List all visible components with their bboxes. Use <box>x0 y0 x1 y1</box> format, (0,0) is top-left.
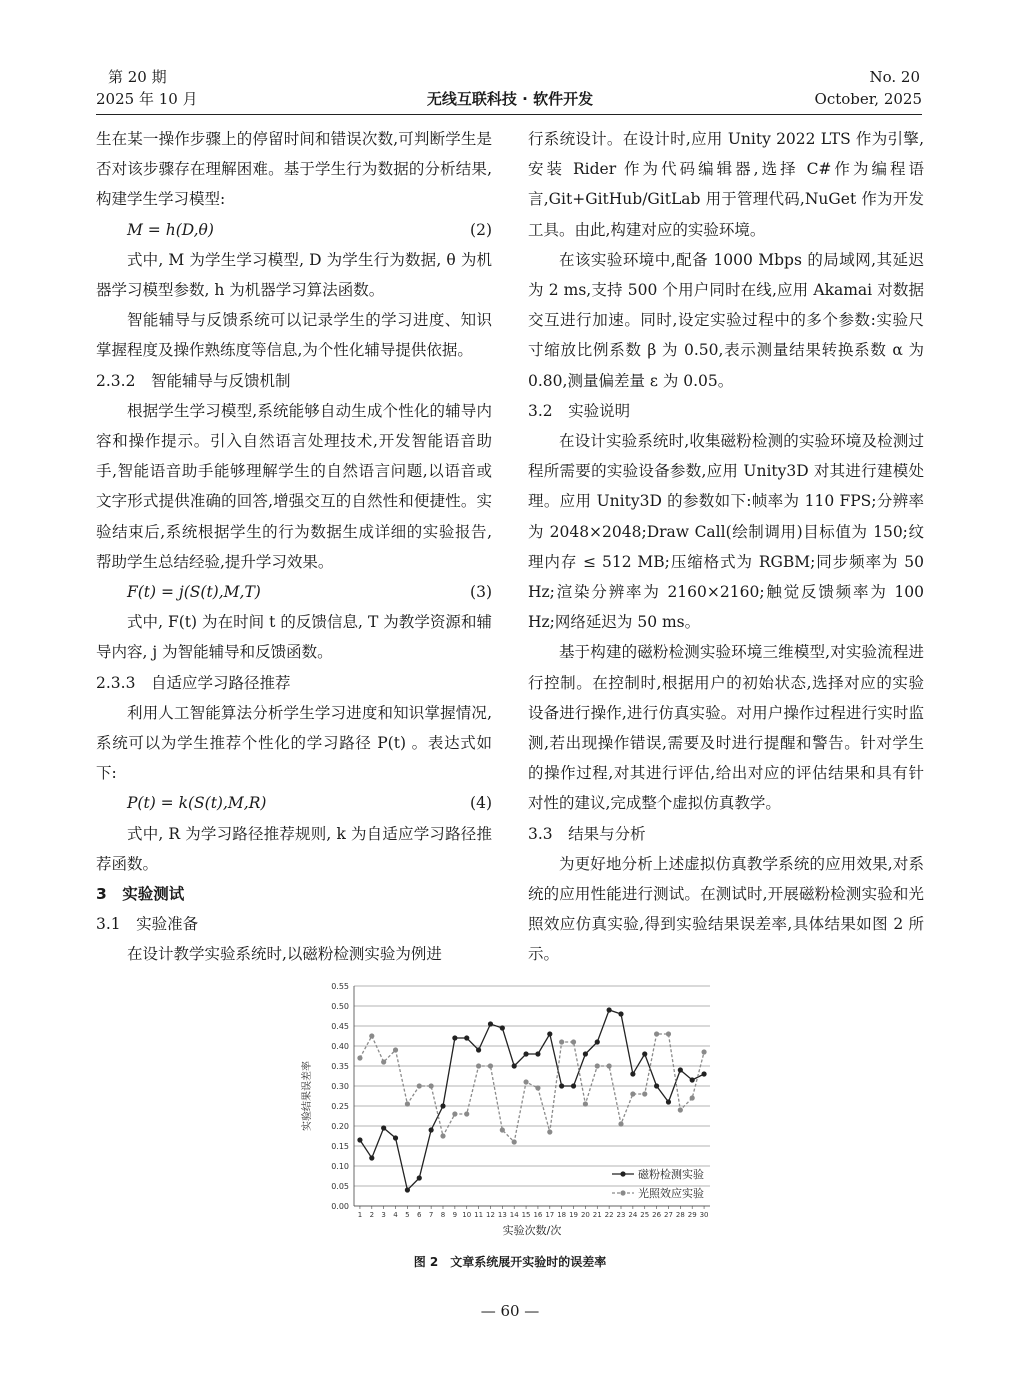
y-tick-label: 0.25 <box>331 1102 349 1111</box>
header-issue-left: 第 20 期 <box>108 68 167 86</box>
data-point-series-2 <box>654 1031 659 1036</box>
data-point-series-1 <box>512 1063 517 1068</box>
y-tick-label: 0.55 <box>331 982 349 991</box>
data-point-series-2 <box>357 1055 362 1060</box>
y-tick-label: 0.20 <box>331 1122 349 1131</box>
x-tick-label: 2 <box>369 1211 375 1219</box>
legend-marker-1 <box>620 1171 625 1176</box>
data-point-series-1 <box>440 1103 445 1108</box>
paragraph: 根据学生学习模型,系统能够自动生成个性化的辅导内容和操作提示。引入自然语言处理技术,开发智能语音助手,智能语音助手能够理解学生的自然语言问题,以语音或文字形式提供准确的回答,增强交互的自然性和便捷性。实验结束后,系统根据学生的行为数据生成详细的实验报告,帮助学生总结经验,提升学习效果。 <box>96 401 492 571</box>
data-point-series-1 <box>429 1127 434 1132</box>
x-tick-label: 10 <box>462 1211 472 1219</box>
paragraph: 生在某一操作步骤上的停留时间和错误次数,可判断学生是否对该步骤存在理解困难。基于学生行为数据的分析结果,构建学生学习模型: <box>96 130 492 209</box>
y-tick-label: 0.15 <box>331 1142 349 1151</box>
data-point-series-2 <box>595 1063 600 1068</box>
header-date-right: October, 2025 <box>814 90 922 108</box>
data-point-series-1 <box>393 1135 398 1140</box>
data-point-series-1 <box>369 1155 374 1160</box>
data-point-series-2 <box>464 1111 469 1116</box>
data-point-series-2 <box>571 1039 576 1044</box>
paragraph: 基于构建的磁粉检测实验环境三维模型,对实验流程进行控制。在控制时,根据用户的初始状态,选择对应的实验设备进行操作,进行仿真实验。对用户操作过程进行实时监测,若出现操作错误,需要及时进行提醒和警告。针对学生的操作过程,对其进行评估,给出对应的评估结果和具有针对性的建议,完成整个虚拟仿真教学。 <box>528 643 924 813</box>
x-tick-label: 30 <box>699 1211 709 1219</box>
data-point-series-1 <box>500 1025 505 1030</box>
data-point-series-1 <box>642 1051 647 1056</box>
data-point-series-2 <box>690 1095 695 1100</box>
equation-4: P(t) = k(S(t),M,R) (4) <box>127 794 492 813</box>
data-point-series-2 <box>607 1063 612 1068</box>
section-heading-3-2: 3.2 实验说明 <box>528 401 631 420</box>
data-point-series-1 <box>701 1071 706 1076</box>
x-tick-label: 13 <box>497 1211 507 1219</box>
paragraph: 利用人工智能算法分析学生学习进度和知识掌握情况,系统可以为学生推荐个性化的学习路径 P(t) 。表达式如下: <box>96 703 492 783</box>
x-tick-label: 9 <box>452 1211 458 1219</box>
x-tick-label: 22 <box>604 1211 614 1219</box>
y-tick-label: 0.05 <box>331 1182 349 1191</box>
figure-caption: 图 2 文章系统展开实验时的误差率 <box>413 1255 607 1269</box>
y-tick-label: 0.45 <box>331 1022 349 1031</box>
data-point-series-1 <box>405 1187 410 1192</box>
data-point-series-2 <box>500 1127 505 1132</box>
section-heading-2-3-3: 2.3.3 自适应学习路径推荐 <box>96 673 291 692</box>
legend-label-1: 磁粉检测实验 <box>638 1168 704 1181</box>
data-point-series-1 <box>607 1007 612 1012</box>
x-tick-label: 16 <box>533 1211 543 1219</box>
data-point-series-2 <box>476 1063 481 1068</box>
data-point-series-2 <box>440 1133 445 1138</box>
data-point-series-1 <box>452 1035 457 1040</box>
x-tick-label: 17 <box>545 1211 555 1219</box>
x-tick-label: 3 <box>381 1211 386 1219</box>
data-point-series-2 <box>642 1091 647 1096</box>
header-issue-right: No. 20 <box>869 68 920 86</box>
paragraph: 在设计教学实验系统时,以磁粉检测实验为例进 <box>127 945 442 964</box>
x-tick-label: 7 <box>428 1211 434 1219</box>
y-tick-label: 0.10 <box>331 1162 349 1171</box>
data-point-series-2 <box>583 1101 588 1106</box>
x-tick-label: 28 <box>675 1211 685 1219</box>
x-tick-label: 1 <box>357 1211 363 1219</box>
section-heading-3-3: 3.3 结果与分析 <box>528 824 646 843</box>
data-point-series-2 <box>701 1049 706 1054</box>
y-tick-label: 0.35 <box>331 1062 349 1071</box>
data-point-series-1 <box>678 1067 683 1072</box>
data-point-series-1 <box>381 1125 386 1130</box>
data-point-series-2 <box>618 1121 623 1126</box>
data-point-series-2 <box>417 1083 422 1088</box>
data-point-series-2 <box>630 1091 635 1096</box>
header-journal-title: 无线互联科技 · 软件开发 <box>426 90 594 108</box>
paragraph: 智能辅导与反馈系统可以记录学生的学习进度、知识掌握程度及操作熟练度等信息,为个性化辅导提供依据。 <box>96 311 492 360</box>
section-heading-3-1: 3.1 实验准备 <box>96 915 199 934</box>
data-point-series-2 <box>381 1059 386 1064</box>
data-point-series-1 <box>488 1021 493 1026</box>
data-point-series-1 <box>559 1083 564 1088</box>
section-heading-2-3-2: 2.3.2 智能辅导与反馈机制 <box>96 371 291 390</box>
data-point-series-2 <box>452 1111 457 1116</box>
data-point-series-1 <box>571 1083 576 1088</box>
data-point-series-2 <box>559 1039 564 1044</box>
y-tick-label: 0.30 <box>331 1082 349 1091</box>
x-tick-label: 5 <box>405 1211 410 1219</box>
header-rule <box>96 114 922 115</box>
data-point-series-2 <box>678 1107 683 1112</box>
data-point-series-1 <box>547 1031 552 1036</box>
data-point-series-1 <box>464 1035 469 1040</box>
left-column <box>96 124 492 970</box>
x-tick-label: 8 <box>440 1211 446 1219</box>
data-point-series-1 <box>630 1071 635 1076</box>
y-tick-label: 0.40 <box>331 1042 349 1051</box>
data-point-series-1 <box>357 1137 362 1142</box>
paragraph: 行系统设计。在设计时,应用 Unity 2022 LTS 作为引擎,安装 Rider 作为代码编辑器,选择 C#作为编程语言,Git+GitHub/GitLab 用于管理代码,NuGet 作为开发工具。由此,构建对应的实验环境。 <box>528 130 924 239</box>
page-number: — 60 — <box>480 1302 540 1320</box>
data-point-series-2 <box>369 1033 374 1038</box>
paragraph: 在设计实验系统时,收集磁粉检测的实验环境及检测过程所需要的实验设备参数,应用 Unity3D 对其进行建模处理。应用 Unity3D 的参数如下:帧率为 110 FPS;分辨率为 2048×2048;Draw Call(绘制调用)目标值为 150;纹理内存 ≤ 512 MB;压缩格式为 RGBM;同步频率为 50 Hz;渲染分辨率为 2160×2160;触觉反馈频率为 100 Hz;网络延迟为 50 ms。 <box>528 432 924 632</box>
data-point-series-1 <box>618 1011 623 1016</box>
header-date-left: 2025 年 10 月 <box>96 90 198 108</box>
x-tick-label: 26 <box>652 1211 662 1219</box>
y-tick-label: 0.00 <box>331 1202 349 1211</box>
x-tick-label: 23 <box>616 1211 626 1219</box>
data-point-series-1 <box>523 1051 528 1056</box>
data-point-series-1 <box>583 1051 588 1056</box>
right-column <box>528 124 924 970</box>
data-point-series-2 <box>405 1101 410 1106</box>
y-axis-label: 实验结果误差率 <box>302 1061 313 1131</box>
error-rate-line-chart <box>290 978 730 1240</box>
paragraph: 式中, R 为学习路径推荐规则, k 为自适应学习路径推荐函数。 <box>96 824 492 873</box>
data-point-series-2 <box>488 1063 493 1068</box>
x-tick-label: 15 <box>521 1211 531 1219</box>
x-tick-label: 19 <box>569 1211 578 1219</box>
y-tick-label: 0.50 <box>331 1002 349 1011</box>
x-tick-label: 6 <box>417 1211 422 1219</box>
data-point-series-2 <box>429 1083 434 1088</box>
data-point-series-2 <box>547 1129 552 1134</box>
x-tick-label: 24 <box>628 1211 638 1219</box>
x-tick-label: 20 <box>580 1211 590 1219</box>
x-tick-label: 27 <box>664 1211 673 1219</box>
legend-marker-2 <box>620 1190 625 1195</box>
equation-2: M = h(D,θ) (2) <box>127 220 492 239</box>
section-heading-3: 3 实验测试 <box>96 885 185 904</box>
x-tick-label: 11 <box>474 1211 484 1219</box>
data-point-series-1 <box>666 1099 671 1104</box>
data-point-series-2 <box>666 1031 671 1036</box>
paragraph: 式中, M 为学生学习模型, D 为学生行为数据, θ 为机器学习模型参数, h 为机器学习算法函数。 <box>96 250 492 300</box>
paragraph: 式中, F(t) 为在时间 t 的反馈信息, T 为教学资源和辅导内容, j 为智能辅导和反馈函数。 <box>96 613 492 662</box>
x-tick-label: 18 <box>557 1211 567 1219</box>
x-axis-label: 实验次数/次 <box>502 1224 562 1237</box>
data-point-series-2 <box>393 1047 398 1052</box>
data-point-series-1 <box>417 1175 422 1180</box>
legend-label-2: 光照效应实验 <box>638 1187 704 1200</box>
data-point-series-1 <box>535 1051 540 1056</box>
data-point-series-1 <box>690 1077 695 1082</box>
data-point-series-2 <box>523 1079 528 1084</box>
data-point-series-1 <box>476 1047 481 1052</box>
data-point-series-2 <box>535 1085 540 1090</box>
x-tick-label: 21 <box>592 1211 602 1219</box>
x-tick-label: 14 <box>509 1211 519 1219</box>
series-line-1 <box>360 1010 704 1190</box>
data-point-series-1 <box>654 1083 659 1088</box>
x-tick-label: 4 <box>393 1211 398 1219</box>
paragraph: 为更好地分析上述虚拟仿真教学系统的应用效果,对系统的应用性能进行测试。在测试时,开展磁粉检测实验和光照效应仿真实验,得到实验结果误差率,具体结果如图 2 所示。 <box>528 854 924 964</box>
x-tick-label: 25 <box>640 1211 650 1219</box>
paragraph: 在该实验环境中,配备 1000 Mbps 的局域网,其延迟为 2 ms,支持 500 个用户同时在线,应用 Akamai 对数据交互进行加速。同时,设定实验过程中的多个参数:实验尺寸缩放比例系数 β 为 0.50,表示测量结果转换系数 α 为 0.80,测量偏差量 ε 为 0.05。 <box>528 250 924 390</box>
x-tick-label: 12 <box>486 1211 495 1219</box>
data-point-series-1 <box>595 1039 600 1044</box>
x-tick-label: 29 <box>687 1211 697 1219</box>
data-point-series-2 <box>512 1139 517 1144</box>
equation-3: F(t) = j(S(t),M,T) (3) <box>127 583 492 602</box>
